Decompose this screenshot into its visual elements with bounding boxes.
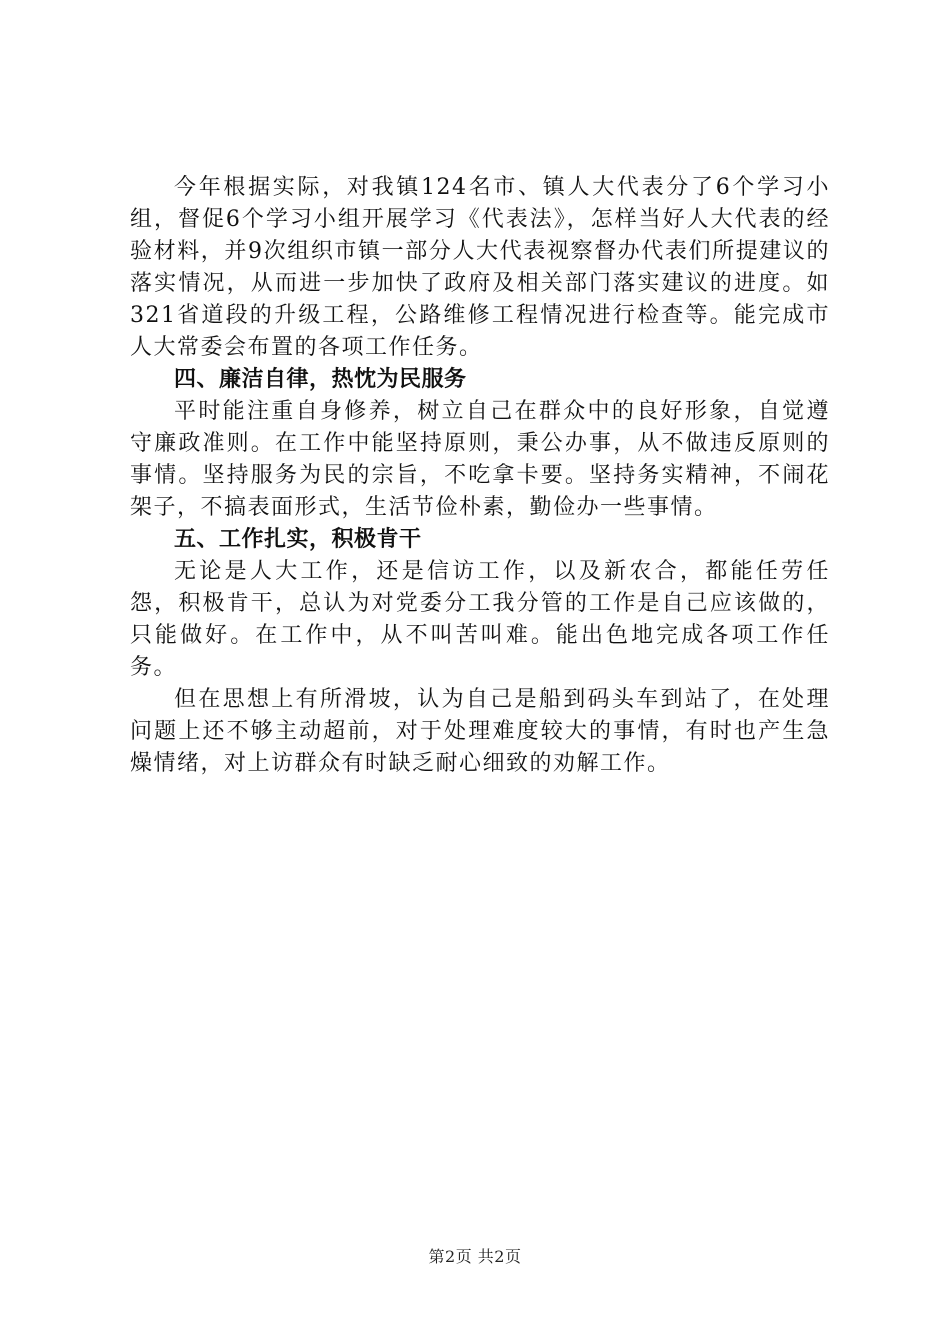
section-heading-diligence: 五、工作扎实，积极肯干	[174, 527, 422, 552]
body-paragraph-shortcomings: 但在思想上有所滑坡，认为自己是船到码头车到站了，在处理问题上还不够主动超前，对于处理难度较大的事情，有时也产生急燥情绪，对上访群众有时缺乏耐心细致的劝解工作。	[130, 687, 830, 776]
body-paragraph-work-report: 今年根据实际，对我镇124名市、镇人大代表分了6个学习小组，督促6个学习小组开展学习《代表法》，怎样当好人大代表的经验材料，并9次组织市镇一部分人大代表视察督办代表们所提建议的落实情况，从而进一步加快了政府及相关部门落实建议的进度。如321省道段的升级工程，公路维修工程情况进行检查等。能完成市人大常委会布置的各项工作任务。	[130, 175, 830, 360]
section-heading-integrity: 四、廉洁自律，热忱为民服务	[174, 367, 467, 392]
body-paragraph-integrity: 平时能注重自身修养，树立自己在群众中的良好形象，自觉遵守廉政准则。在工作中能坚持原则，秉公办事，从不做违反原则的事情。坚持服务为民的宗旨，不吃拿卡要。坚持务实精神，不闹花架子，不搞表面形式，生活节俭朴素，勤俭办一些事情。	[130, 399, 830, 520]
page-number-footer: 第2页 共2页	[428, 1247, 522, 1266]
document-body	[130, 172, 830, 780]
body-paragraph-diligence: 无论是人大工作，还是信访工作，以及新农合，都能任劳任怨，积极肯干，总认为对党委分工我分管的工作是自己应该做的，只能做好。在工作中，从不叫苦叫难。能出色地完成各项工作任务。	[130, 559, 830, 680]
